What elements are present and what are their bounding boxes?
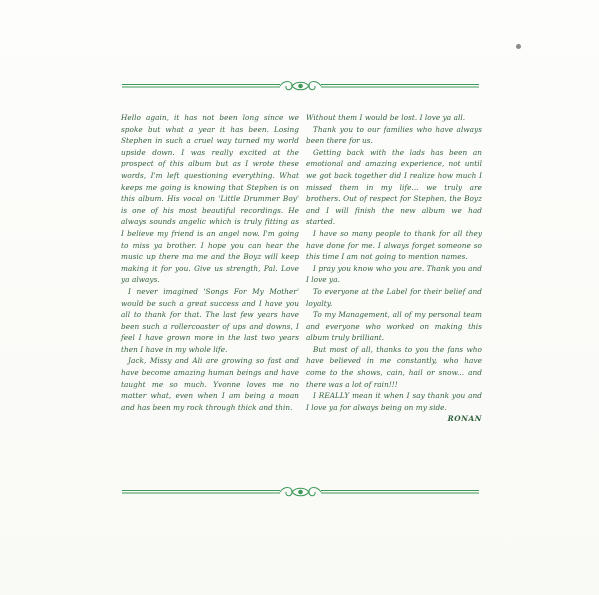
paragraph: I never imagined 'Songs For My Mother' would be such a great success and I have you all to thank for that. The last few years have been such a rollercoaster of ups and downs, I feel I have grown more in the last two years then I have in my whole life. [121,286,299,354]
paragraph: To everyone at the Label for their belief and loyalty. [306,286,482,308]
paragraph: Hello again, it has not been long since we spoke but what a year it has been. Losing Stephen in such a cruel way turned my world upside down. I was really excited at the prospect of this album but as I wrote these words, I'm left questioning everything. What keeps me going is knowing that Stephen is on this album. His vocal on 'Little Drummer Boy' is one of his most beautiful recordings. He always sounds angelic which is truly fitting as I believe my friend is an angel now. I'm going to miss ya brother. I hope you can hear the music up there ma me and the Boyz will keep making it for you. Give us strength, Pal. Love ya always. [121,113,299,285]
ornament-divider-bottom-art [120,484,481,500]
paragraph: Thank you to our families who have always been there for us. [306,124,482,146]
ornament-divider-top [120,78,481,94]
paragraph: I pray you know who you are. Thank you and I love ya. [306,263,482,285]
speck [516,44,521,49]
paragraph: To my Management, all of my personal team and everyone who worked on making this album truly brilliant. [306,310,482,343]
paragraph: I REALLY mean it when I say thank you and I love ya for always being on my side. [306,391,482,412]
paragraph: Getting back with the lads has been an emotional and amazing experience, not until we got back together did I realize how much I missed them in my life... we truly are brothers. Out of respect for Stephen, the Boyz and I will finish the new album we had started. [306,147,482,227]
right-text-column [306,112,482,425]
paragraph: Without them I would be lost. I love ya all. [306,113,466,122]
ornament-divider-bottom [120,484,481,500]
paragraph: Jack, Missy and Ali are growing so fast and have become amazing human beings and have taught me so much. Yvonne loves me no matter what, even when I am being a moan and has been my rock through thick and thin. [121,356,299,412]
signature: RONAN [447,414,482,424]
left-text-column [121,112,299,413]
paragraph: But most of all, thanks to you the fans who have believed in me constantly, who have come to the shows, cain, hail or snow... and there was a lot of rain!!! [306,344,482,389]
ornament-divider-top-art [120,78,481,94]
paragraph: I have so many people to thank for all they have done for me. I always forget someone so this time I am not going to mention names. [306,228,482,262]
